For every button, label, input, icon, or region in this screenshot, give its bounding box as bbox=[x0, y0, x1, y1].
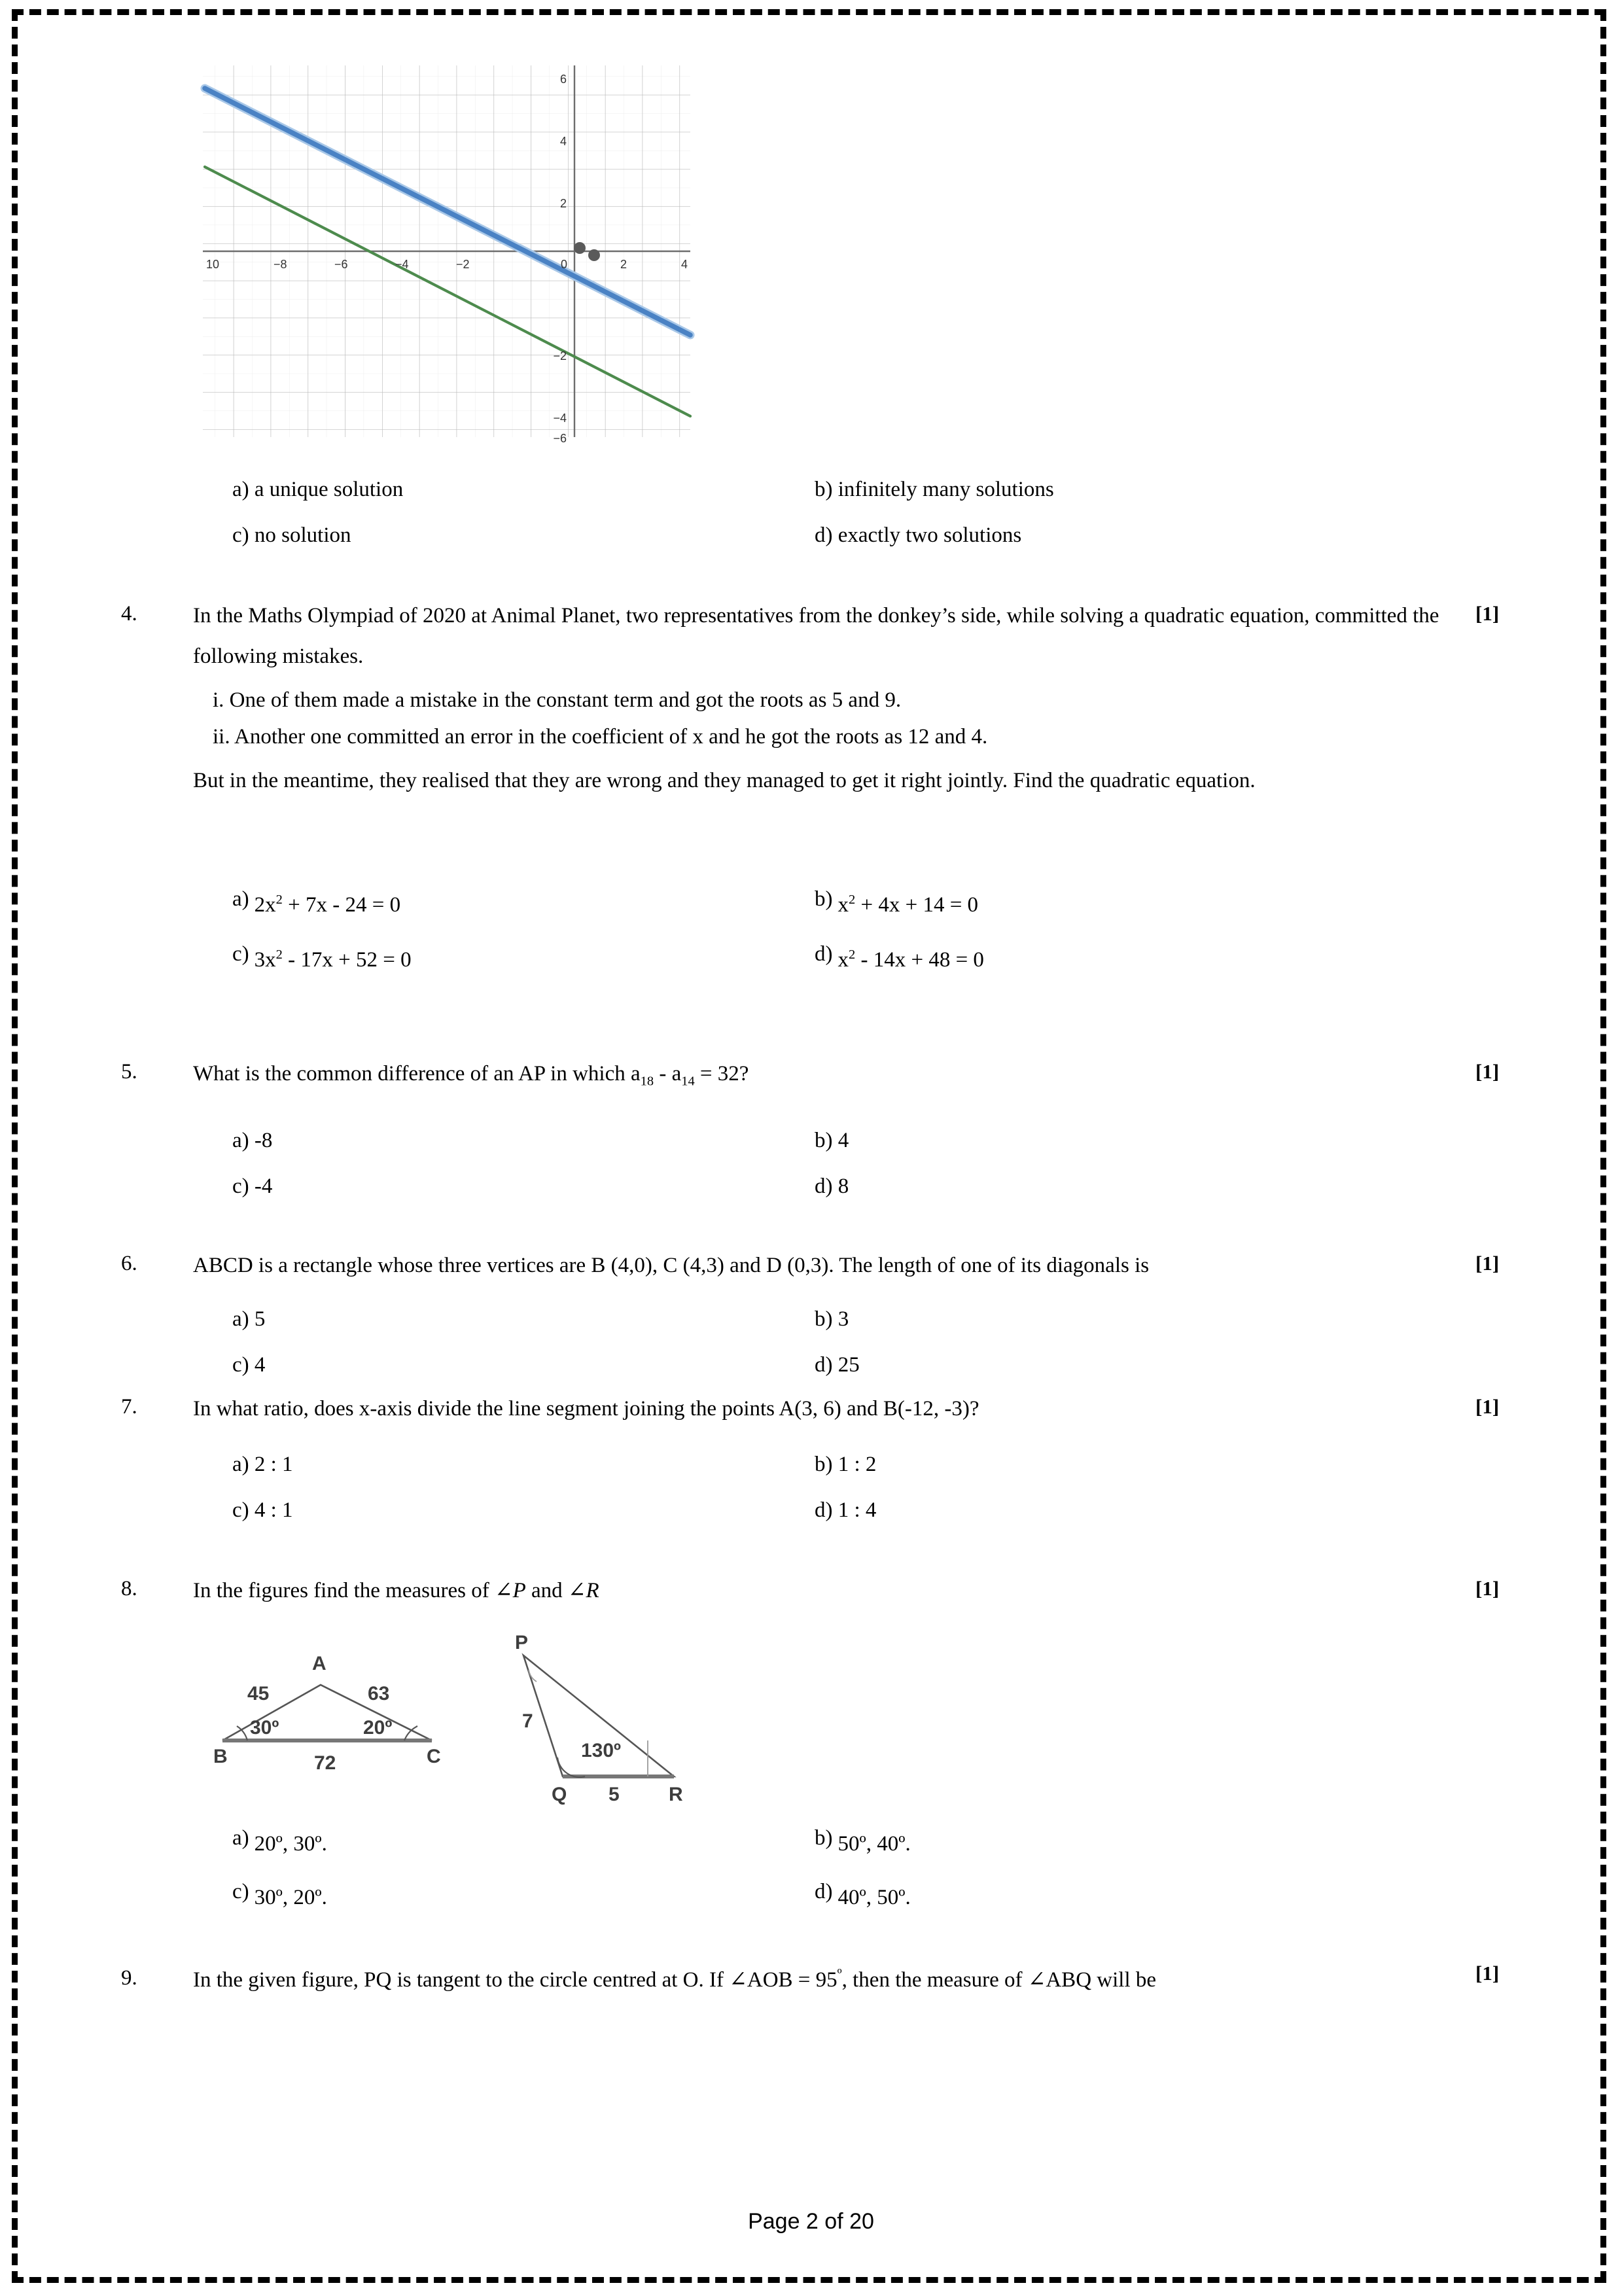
angle-r-symbol: ∠R bbox=[567, 1579, 599, 1602]
option-c-letter: c) bbox=[232, 942, 249, 966]
graph-point-marker bbox=[588, 249, 600, 261]
label-side-qr: 5 bbox=[608, 1784, 620, 1805]
coordinate-graph-figure bbox=[196, 58, 697, 450]
question-7-marks: [1] bbox=[1475, 1395, 1500, 1418]
label-side-pq: 7 bbox=[522, 1710, 533, 1732]
question-8-body bbox=[193, 1570, 1461, 1611]
option-b[interactable] bbox=[815, 1129, 1403, 1153]
option-d-letter: d) bbox=[815, 942, 833, 966]
question-7-options bbox=[232, 1453, 1541, 1536]
option-c-label: c) -4 bbox=[232, 1174, 273, 1198]
option-c-expression: $3x^2 - 17x + 52 = 0$ bbox=[254, 947, 412, 972]
x-tick-label: −8 bbox=[273, 258, 287, 271]
option-b[interactable] bbox=[815, 478, 1403, 502]
option-row bbox=[232, 478, 1541, 515]
question-7-body bbox=[193, 1388, 1461, 1429]
option-a-expression: $2x^2 + 7x - 24 = 0$ bbox=[254, 892, 401, 917]
option-a[interactable] bbox=[232, 1129, 815, 1153]
label-vertex-r: R bbox=[669, 1784, 683, 1805]
question-4-subitem-i: i. One of them made a mistake in the constant term and got the roots as 5 and 9. bbox=[213, 688, 902, 712]
option-row bbox=[232, 1826, 1541, 1878]
question-9-marks: [1] bbox=[1475, 1962, 1500, 1985]
question-8-options bbox=[232, 1826, 1541, 1932]
option-row bbox=[232, 887, 1541, 940]
option-row bbox=[232, 1353, 1541, 1390]
option-b[interactable] bbox=[815, 1453, 1403, 1477]
question-4-closing: But in the meantime, they realised that they are wrong and they managed to get it right jointly. Find the quadratic equation. bbox=[193, 769, 1256, 792]
question-3-options bbox=[232, 478, 1541, 561]
label-vertex-p: P bbox=[515, 1632, 529, 1653]
option-a[interactable] bbox=[232, 887, 815, 917]
option-d-label: d) 8 bbox=[815, 1174, 849, 1198]
triangles-svg bbox=[196, 1629, 851, 1826]
option-a[interactable] bbox=[232, 478, 815, 502]
option-row bbox=[232, 1129, 1541, 1166]
option-a[interactable] bbox=[232, 1453, 815, 1477]
question-4-marks: [1] bbox=[1475, 602, 1500, 625]
option-row bbox=[232, 1307, 1541, 1345]
question-4-subitem-ii: ii. Another one committed an error in the coefficient of x and he got the roots as 12 and 4. bbox=[213, 725, 988, 749]
option-row bbox=[232, 523, 1541, 561]
option-row bbox=[232, 942, 1541, 995]
question-7-stem: In what ratio, does x-axis divide the line segment joining the points A(3, 6) and B(-12, -3)? bbox=[193, 1397, 979, 1421]
option-a[interactable] bbox=[232, 1307, 815, 1332]
option-a[interactable] bbox=[232, 1826, 815, 1856]
question-9 bbox=[121, 1960, 1534, 2000]
option-d[interactable] bbox=[815, 942, 1403, 972]
question-4-body bbox=[193, 595, 1461, 801]
option-a-label: a) -8 bbox=[232, 1129, 273, 1152]
question-6-marks: [1] bbox=[1475, 1252, 1500, 1275]
option-row bbox=[232, 1174, 1541, 1212]
x-tick-label: 0 bbox=[561, 258, 568, 271]
question-7-number: 7. bbox=[121, 1395, 137, 1419]
x-tick-label: 4 bbox=[681, 258, 688, 271]
question-8 bbox=[121, 1570, 1534, 1611]
question-8-stem: In the figures find the measures of ∠P and ∠R bbox=[193, 1579, 599, 1602]
option-c-label: c) 4 : 1 bbox=[232, 1498, 293, 1522]
option-c[interactable] bbox=[232, 1353, 815, 1377]
question-6-number: 6. bbox=[121, 1252, 137, 1275]
x-tick-label: 2 bbox=[620, 258, 627, 271]
option-d-value: 40º, 50º. bbox=[837, 1886, 911, 1909]
option-d[interactable] bbox=[815, 1174, 1403, 1199]
option-row bbox=[232, 1498, 1541, 1536]
angle-aob-symbol: ∠AOB bbox=[729, 1968, 793, 1992]
option-d-label: d) 1 : 4 bbox=[815, 1498, 877, 1522]
option-b-label: b) 4 bbox=[815, 1129, 849, 1152]
option-b-label: b) 3 bbox=[815, 1307, 849, 1331]
graph-point-marker bbox=[574, 242, 586, 254]
option-b[interactable] bbox=[815, 1826, 1403, 1856]
option-a-value: 20º, 30º. bbox=[254, 1832, 327, 1856]
option-d-letter: d) bbox=[815, 1880, 833, 1903]
option-b-value: 50º, 40º. bbox=[837, 1832, 911, 1856]
label-vertex-b: B bbox=[213, 1746, 228, 1767]
question-5-number: 5. bbox=[121, 1060, 137, 1084]
label-angle-q: 130º bbox=[581, 1740, 622, 1761]
option-a-letter: a) bbox=[232, 1826, 249, 1850]
question-9-body bbox=[193, 1960, 1461, 2000]
x-tick-label: 10 bbox=[206, 258, 220, 271]
x-tick-label: −2 bbox=[456, 258, 470, 271]
label-side-ac: 63 bbox=[368, 1683, 390, 1704]
question-7 bbox=[121, 1388, 1534, 1429]
question-5-body bbox=[193, 1053, 1461, 1094]
y-tick-label: 6 bbox=[559, 73, 567, 86]
label-angle-c: 20º bbox=[363, 1717, 393, 1739]
y-tick-label: 4 bbox=[559, 135, 567, 148]
option-a-label: a) 5 bbox=[232, 1307, 266, 1331]
option-b[interactable] bbox=[815, 887, 1403, 917]
y-tick-label: −4 bbox=[553, 412, 567, 425]
question-8-figures bbox=[196, 1629, 851, 1826]
option-c-label: c) no solution bbox=[232, 523, 351, 547]
option-d[interactable] bbox=[815, 1880, 1403, 1910]
graph-svg bbox=[196, 58, 697, 450]
option-b-expression: $x^2 + 4x + 14 = 0$ bbox=[837, 892, 979, 917]
y-tick-label: 2 bbox=[559, 197, 567, 210]
option-c[interactable] bbox=[232, 1880, 815, 1910]
option-d-label: d) exactly two solutions bbox=[815, 523, 1022, 547]
question-6-options bbox=[232, 1307, 1541, 1390]
question-5-marks: [1] bbox=[1475, 1060, 1500, 1083]
option-d-label: d) 25 bbox=[815, 1353, 860, 1377]
option-b-letter: b) bbox=[815, 1826, 833, 1850]
label-side-bc: 72 bbox=[314, 1752, 336, 1774]
option-d-expression: $x^2 - 14x + 48 = 0$ bbox=[837, 947, 984, 972]
question-6-body bbox=[193, 1245, 1461, 1286]
option-row bbox=[232, 1453, 1541, 1490]
question-5-stem: What is the common difference of an AP in which $a_{18} - a_{14} = 32$? bbox=[193, 1062, 749, 1089]
question-6 bbox=[121, 1245, 1534, 1286]
option-row bbox=[232, 1880, 1541, 1932]
option-c-letter: c) bbox=[232, 1880, 249, 1903]
label-vertex-c: C bbox=[427, 1746, 441, 1767]
option-c[interactable] bbox=[232, 523, 815, 548]
option-a-letter: a) bbox=[232, 887, 249, 911]
option-a-label: a) a unique solution bbox=[232, 478, 404, 501]
question-8-number: 8. bbox=[121, 1577, 137, 1600]
angle-abq-symbol: ∠ABQ bbox=[1027, 1968, 1092, 1992]
x-tick-label: −6 bbox=[334, 258, 348, 271]
y-tick-label: −2 bbox=[553, 349, 567, 362]
option-d[interactable] bbox=[815, 1353, 1403, 1377]
question-4-options bbox=[232, 887, 1541, 995]
label-vertex-q: Q bbox=[552, 1784, 567, 1805]
option-c-value: 30º, 20º. bbox=[254, 1886, 327, 1909]
option-a-label: a) 2 : 1 bbox=[232, 1453, 293, 1476]
question-4-number: 4. bbox=[121, 602, 137, 626]
y-tick-label: −6 bbox=[553, 432, 567, 445]
question-5-options bbox=[232, 1129, 1541, 1212]
question-9-number: 9. bbox=[121, 1966, 137, 1990]
label-side-ab: 45 bbox=[247, 1683, 270, 1704]
option-c[interactable] bbox=[232, 1498, 815, 1523]
question-4 bbox=[121, 595, 1534, 801]
question-4-stem: In the Maths Olympiad of 2020 at Animal Planet, two representatives from the donkey’s side, while solving a quadratic equation, committed the following mistakes. bbox=[193, 604, 1439, 668]
option-b[interactable] bbox=[815, 1307, 1403, 1332]
angle-p-symbol: ∠P bbox=[494, 1579, 526, 1602]
option-d[interactable] bbox=[815, 523, 1403, 548]
option-b-label: b) 1 : 2 bbox=[815, 1453, 877, 1476]
option-d[interactable] bbox=[815, 1498, 1403, 1523]
question-5 bbox=[121, 1053, 1534, 1094]
option-b-label: b) infinitely many solutions bbox=[815, 478, 1054, 501]
question-8-marks: [1] bbox=[1475, 1577, 1500, 1600]
option-b-letter: b) bbox=[815, 887, 833, 911]
page-footer: Page 2 of 20 bbox=[748, 2209, 874, 2234]
option-c[interactable] bbox=[232, 942, 815, 972]
option-c[interactable] bbox=[232, 1174, 815, 1199]
question-9-stem: In the given figure, PQ is tangent to the circle centred at O. If ∠AOB = $95^º$, then the measure of ∠ABQ will be bbox=[193, 1966, 1157, 1992]
label-angle-b: 30º bbox=[250, 1717, 279, 1739]
x-tick-label: −4 bbox=[395, 258, 409, 271]
question-6-stem: ABCD is a rectangle whose three vertices are B (4,0), C (4,3) and D (0,3). The length of one of its diagonals is bbox=[193, 1254, 1150, 1277]
option-c-label: c) 4 bbox=[232, 1353, 266, 1377]
label-vertex-a: A bbox=[312, 1653, 326, 1674]
